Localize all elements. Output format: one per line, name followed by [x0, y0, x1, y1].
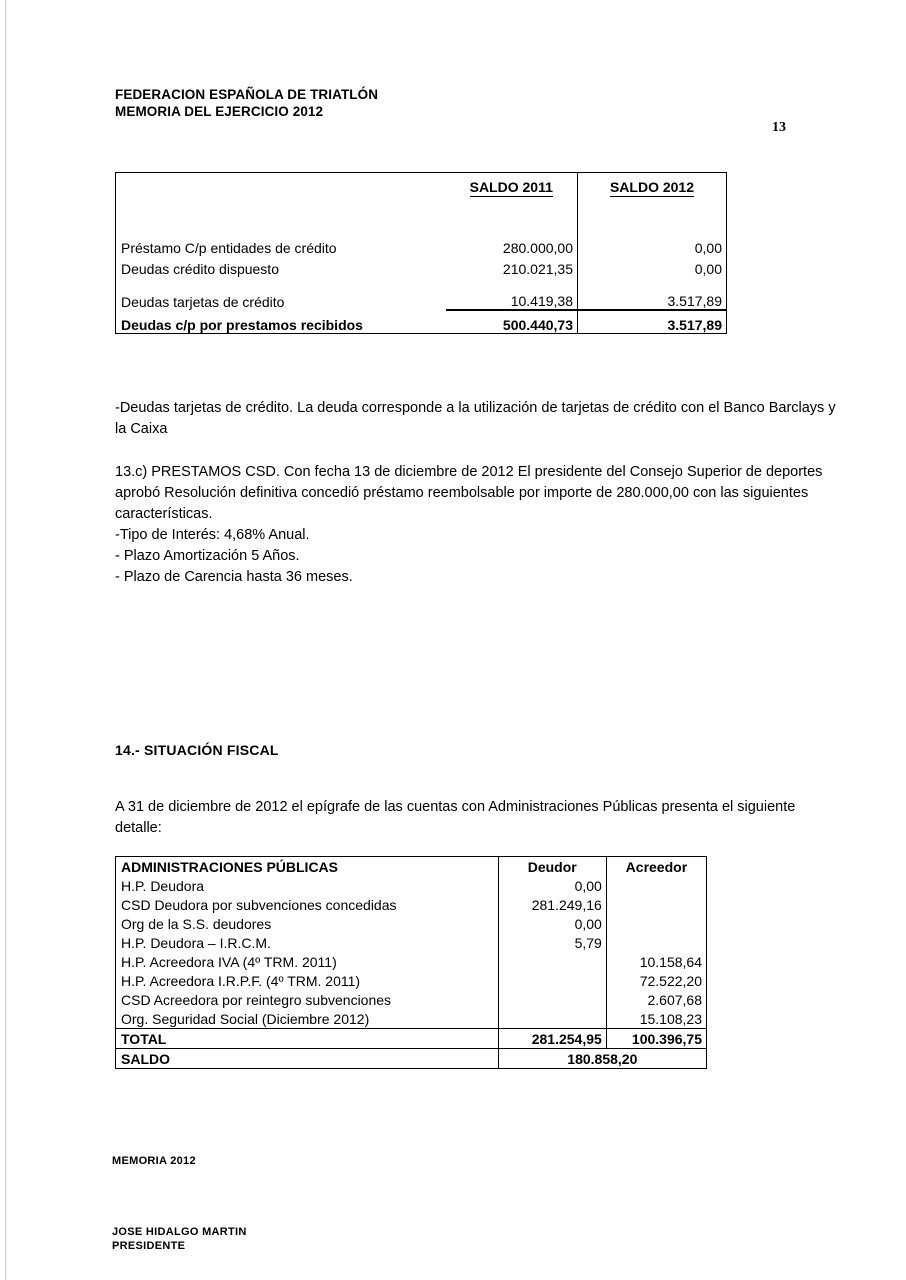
header-memoria-line: MEMORIA DEL EJERCICIO 2012	[115, 104, 324, 119]
debts-row-saldo-2012: 3.517,89	[578, 288, 727, 310]
header-federation-line: FEDERACION ESPAÑOLA DE TRIATLÓN	[115, 87, 379, 102]
fiscal-total-row	[116, 1029, 707, 1049]
section-title-14: 14.- SITUACIÓN FISCAL	[115, 742, 279, 758]
spacer-row	[116, 277, 727, 288]
fiscal-row-deudor	[498, 1009, 606, 1029]
fiscal-row-concept: H.P. Acreedora I.R.P.F. (4º TRM. 2011)	[121, 972, 361, 989]
fiscal-row-acreedor: 72.522,20	[606, 971, 706, 990]
table-row	[116, 256, 727, 277]
fiscal-row-deudor: 5,79	[498, 933, 606, 952]
table-row	[116, 990, 707, 1009]
fiscal-saldo-label: SALDO	[116, 1049, 499, 1069]
table-row	[116, 933, 707, 952]
table-row	[116, 235, 727, 256]
footer-signature-block	[112, 1225, 247, 1253]
debts-total-saldo-2012: 3.517,89	[578, 310, 727, 334]
debts-total-row	[116, 310, 727, 334]
spacer-cell	[446, 277, 578, 288]
fiscal-header-acreedor: Acreedor	[606, 857, 706, 877]
paragraph-loan-block	[115, 462, 845, 588]
debts-row-concept: Deudas crédito dispuesto	[121, 261, 279, 277]
fiscal-row-acreedor: 2.607,68	[606, 990, 706, 1009]
fiscal-row-acreedor	[606, 876, 706, 895]
paragraph-credit-cards: -Deudas tarjetas de crédito. La deuda corresponde a la utilización de tarjetas de crédito con el Banco Barclays y la Caixa	[115, 400, 836, 437]
fiscal-row-deudor: 0,00	[498, 914, 606, 933]
fiscal-saldo-value: 180.858,20	[498, 1049, 706, 1069]
table-row	[116, 914, 707, 933]
paragraph-loan-csd: 13.c) PRESTAMOS CSD. Con fecha 13 de diciembre de 2012 El presidente del Consejo Superior de deportes aprobó Resolución definitiva concedió préstamo reembolsable por importe de 280.000,00 con las siguientes características.	[115, 464, 823, 522]
fiscal-total-deudor: 281.254,95	[498, 1029, 606, 1049]
fiscal-table-container	[115, 856, 707, 1069]
table-row	[116, 1009, 707, 1029]
fiscal-row-concept: H.P. Deudora	[121, 877, 205, 894]
debts-header-saldo-2012-text: SALDO 2012	[609, 179, 695, 195]
table-row	[116, 876, 707, 895]
debts-header-saldo-2011-text: SALDO 2011	[469, 179, 553, 195]
table-row	[116, 952, 707, 971]
bullet-grace-period: - Plazo de Carencia hasta 36 meses.	[115, 569, 353, 585]
fiscal-row-acreedor	[606, 933, 706, 952]
fiscal-row-acreedor	[606, 895, 706, 914]
spacer-cell	[116, 277, 446, 288]
fiscal-row-deudor: 281.249,16	[498, 895, 606, 914]
spacer-cell	[446, 219, 578, 235]
debts-table	[115, 172, 727, 334]
debts-total-saldo-2011: 500.440,73	[446, 310, 578, 334]
spacer-row	[116, 219, 727, 235]
fiscal-row-deudor	[498, 952, 606, 971]
fiscal-row-concept: H.P. Deudora – I.R.C.M.	[121, 934, 271, 951]
debts-row-concept: Deudas tarjetas de crédito	[121, 294, 285, 310]
table-row	[116, 288, 727, 310]
spacer-cell	[116, 219, 446, 235]
fiscal-total-label: TOTAL	[116, 1029, 499, 1049]
spacer-cell	[578, 219, 727, 235]
fiscal-header-deudor: Deudor	[498, 857, 606, 877]
fiscal-table	[115, 856, 707, 1069]
table-header-row	[116, 173, 727, 220]
fiscal-saldo-row	[116, 1049, 707, 1069]
fiscal-row-acreedor: 15.108,23	[606, 1009, 706, 1029]
footer-signer-name: JOSE HIDALGO MARTIN	[112, 1226, 247, 1238]
fiscal-row-concept: CSD Deudora por subvenciones concedidas	[121, 896, 397, 913]
debts-row-saldo-2012: 0,00	[578, 235, 727, 256]
debts-row-concept: Préstamo C/p entidades de crédito	[121, 240, 337, 256]
debts-header-saldo-2011	[446, 173, 578, 220]
table-row	[116, 895, 707, 914]
footer-signer-role: PRESIDENTE	[112, 1240, 186, 1252]
scan-edge-artifact-secondary	[6, 0, 7, 1280]
table-header-row	[116, 857, 707, 877]
fiscal-row-deudor	[498, 971, 606, 990]
debts-row-saldo-2011: 10.419,38	[510, 293, 573, 309]
fiscal-total-acreedor: 100.396,75	[606, 1029, 706, 1049]
table-row	[116, 971, 707, 990]
fiscal-row-concept: H.P. Acreedora IVA (4º TRM. 2011)	[121, 953, 337, 970]
paragraph-fiscal-intro: A 31 de diciembre de 2012 el epígrafe de las cuentas con Administraciones Públicas presenta el siguiente detalle:	[115, 799, 796, 836]
debts-row-saldo-2012: 0,00	[578, 256, 727, 277]
document-header	[115, 86, 378, 120]
bullet-interest-rate: -Tipo de Interés: 4,68% Anual.	[115, 527, 310, 543]
fiscal-row-acreedor	[606, 914, 706, 933]
fiscal-header-concept: ADMINISTRACIONES PÚBLICAS	[121, 858, 339, 875]
debts-header-saldo-2012	[578, 173, 727, 220]
spacer-cell	[578, 277, 727, 288]
fiscal-row-deudor: 0,00	[498, 876, 606, 895]
debts-row-saldo-2011: 210.021,35	[502, 261, 573, 277]
debts-table-container	[115, 172, 726, 334]
fiscal-row-acreedor: 10.158,64	[606, 952, 706, 971]
debts-row-saldo-2011: 280.000,00	[502, 240, 573, 256]
fiscal-row-deudor	[498, 990, 606, 1009]
fiscal-row-concept: Org de la S.S. deudores	[121, 915, 272, 932]
debts-total-concept: Deudas c/p por prestamos recibidos	[121, 317, 363, 333]
fiscal-row-concept: CSD Acreedora por reintegro subvenciones	[121, 991, 392, 1008]
debts-header-blank	[116, 173, 446, 220]
footer-memoria-label: MEMORIA 2012	[112, 1155, 196, 1167]
page-number: 13	[772, 120, 786, 135]
fiscal-row-concept: Org. Seguridad Social (Diciembre 2012)	[121, 1010, 370, 1027]
bullet-amortization-term: - Plazo Amortización 5 Años.	[115, 548, 300, 564]
